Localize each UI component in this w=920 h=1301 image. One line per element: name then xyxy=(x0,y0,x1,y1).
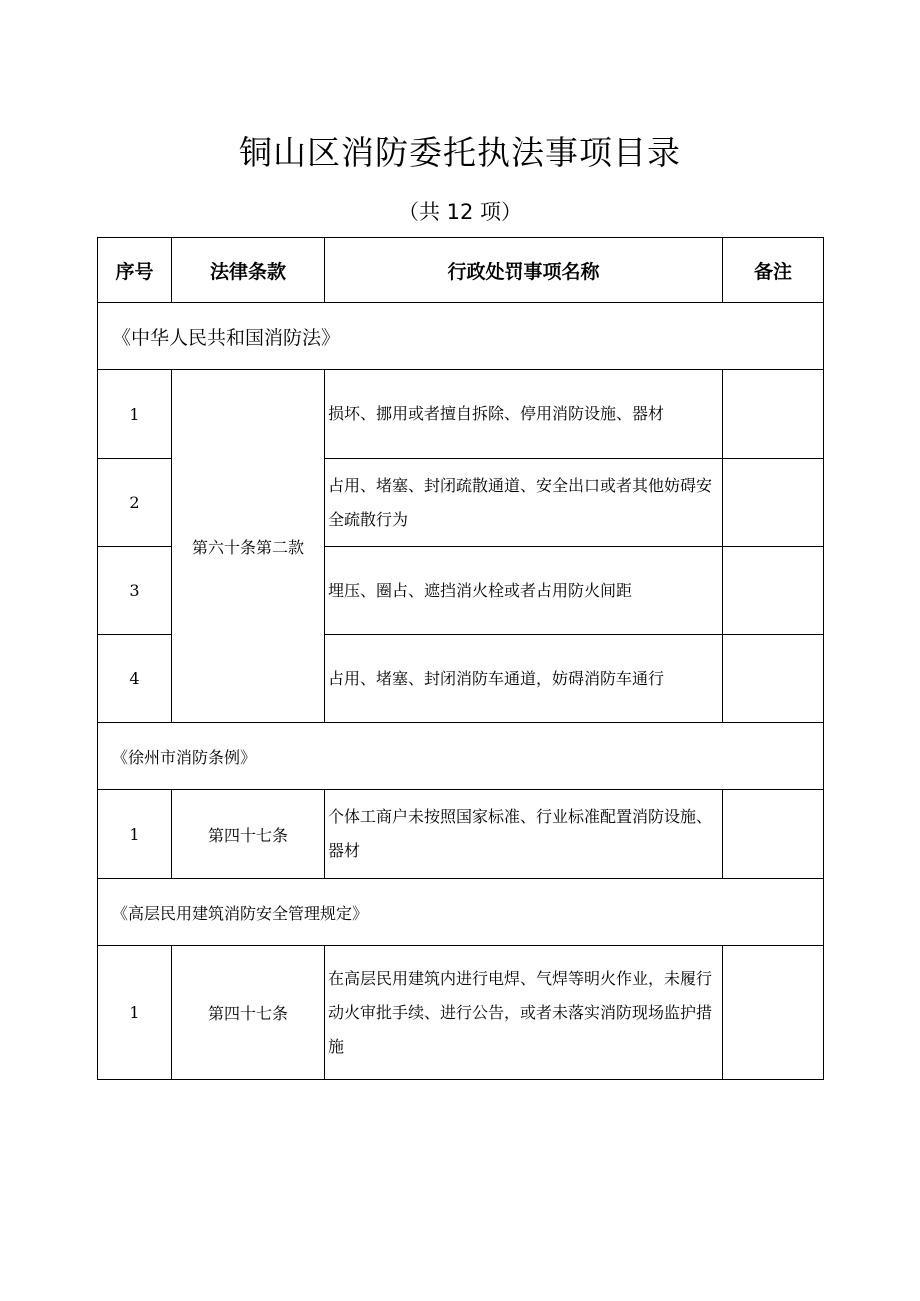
item-name: 损坏、挪用或者擅自拆除、停用消防设施、器材 xyxy=(325,370,723,459)
row-seq: 1 xyxy=(98,370,172,459)
law-article: 第四十七条 xyxy=(172,790,325,879)
row-seq: 1 xyxy=(98,790,172,879)
enforcement-items-table xyxy=(97,237,824,1080)
law-article: 第六十条第二款 xyxy=(172,370,325,723)
header-note: 备注 xyxy=(723,238,824,303)
section-row xyxy=(98,879,824,946)
item-name: 埋压、圈占、遮挡消火栓或者占用防火间距 xyxy=(325,547,723,635)
row-note xyxy=(723,459,824,547)
header-item: 行政处罚事项名称 xyxy=(325,238,723,303)
document-title: 铜山区消防委托执法事项目录 xyxy=(239,133,681,172)
row-seq: 3 xyxy=(98,547,172,635)
row-note xyxy=(723,635,824,723)
table-header-row xyxy=(98,238,824,303)
item-name: 占用、堵塞、封闭疏散通道、安全出口或者其他妨碍安全疏散行为 xyxy=(325,459,723,547)
header-seq: 序号 xyxy=(98,238,172,303)
row-note xyxy=(723,946,824,1080)
item-name: 在高层民用建筑内进行电焊、气焊等明火作业，未履行动火审批手续、进行公告，或者未落实消防现场监护措施 xyxy=(325,946,723,1080)
header-law: 法律条款 xyxy=(172,238,325,303)
table-row xyxy=(98,370,824,459)
section-title: 《高层民用建筑消防安全管理规定》 xyxy=(98,879,824,946)
table-row xyxy=(98,946,824,1080)
row-note xyxy=(723,370,824,459)
row-seq: 2 xyxy=(98,459,172,547)
row-seq: 1 xyxy=(98,946,172,1080)
section-row xyxy=(98,303,824,370)
table-row xyxy=(98,790,824,879)
row-note xyxy=(723,547,824,635)
item-count-subtitle: （共 12 项） xyxy=(397,200,523,224)
row-note xyxy=(723,790,824,879)
section-title: 《徐州市消防条例》 xyxy=(98,723,824,790)
item-name: 占用、堵塞、封闭消防车通道，妨碍消防车通行 xyxy=(325,635,723,723)
section-row xyxy=(98,723,824,790)
section-title: 《中华人民共和国消防法》 xyxy=(98,303,824,370)
row-seq: 4 xyxy=(98,635,172,723)
law-article: 第四十七条 xyxy=(172,946,325,1080)
item-name: 个体工商户未按照国家标准、行业标准配置消防设施、器材 xyxy=(325,790,723,879)
